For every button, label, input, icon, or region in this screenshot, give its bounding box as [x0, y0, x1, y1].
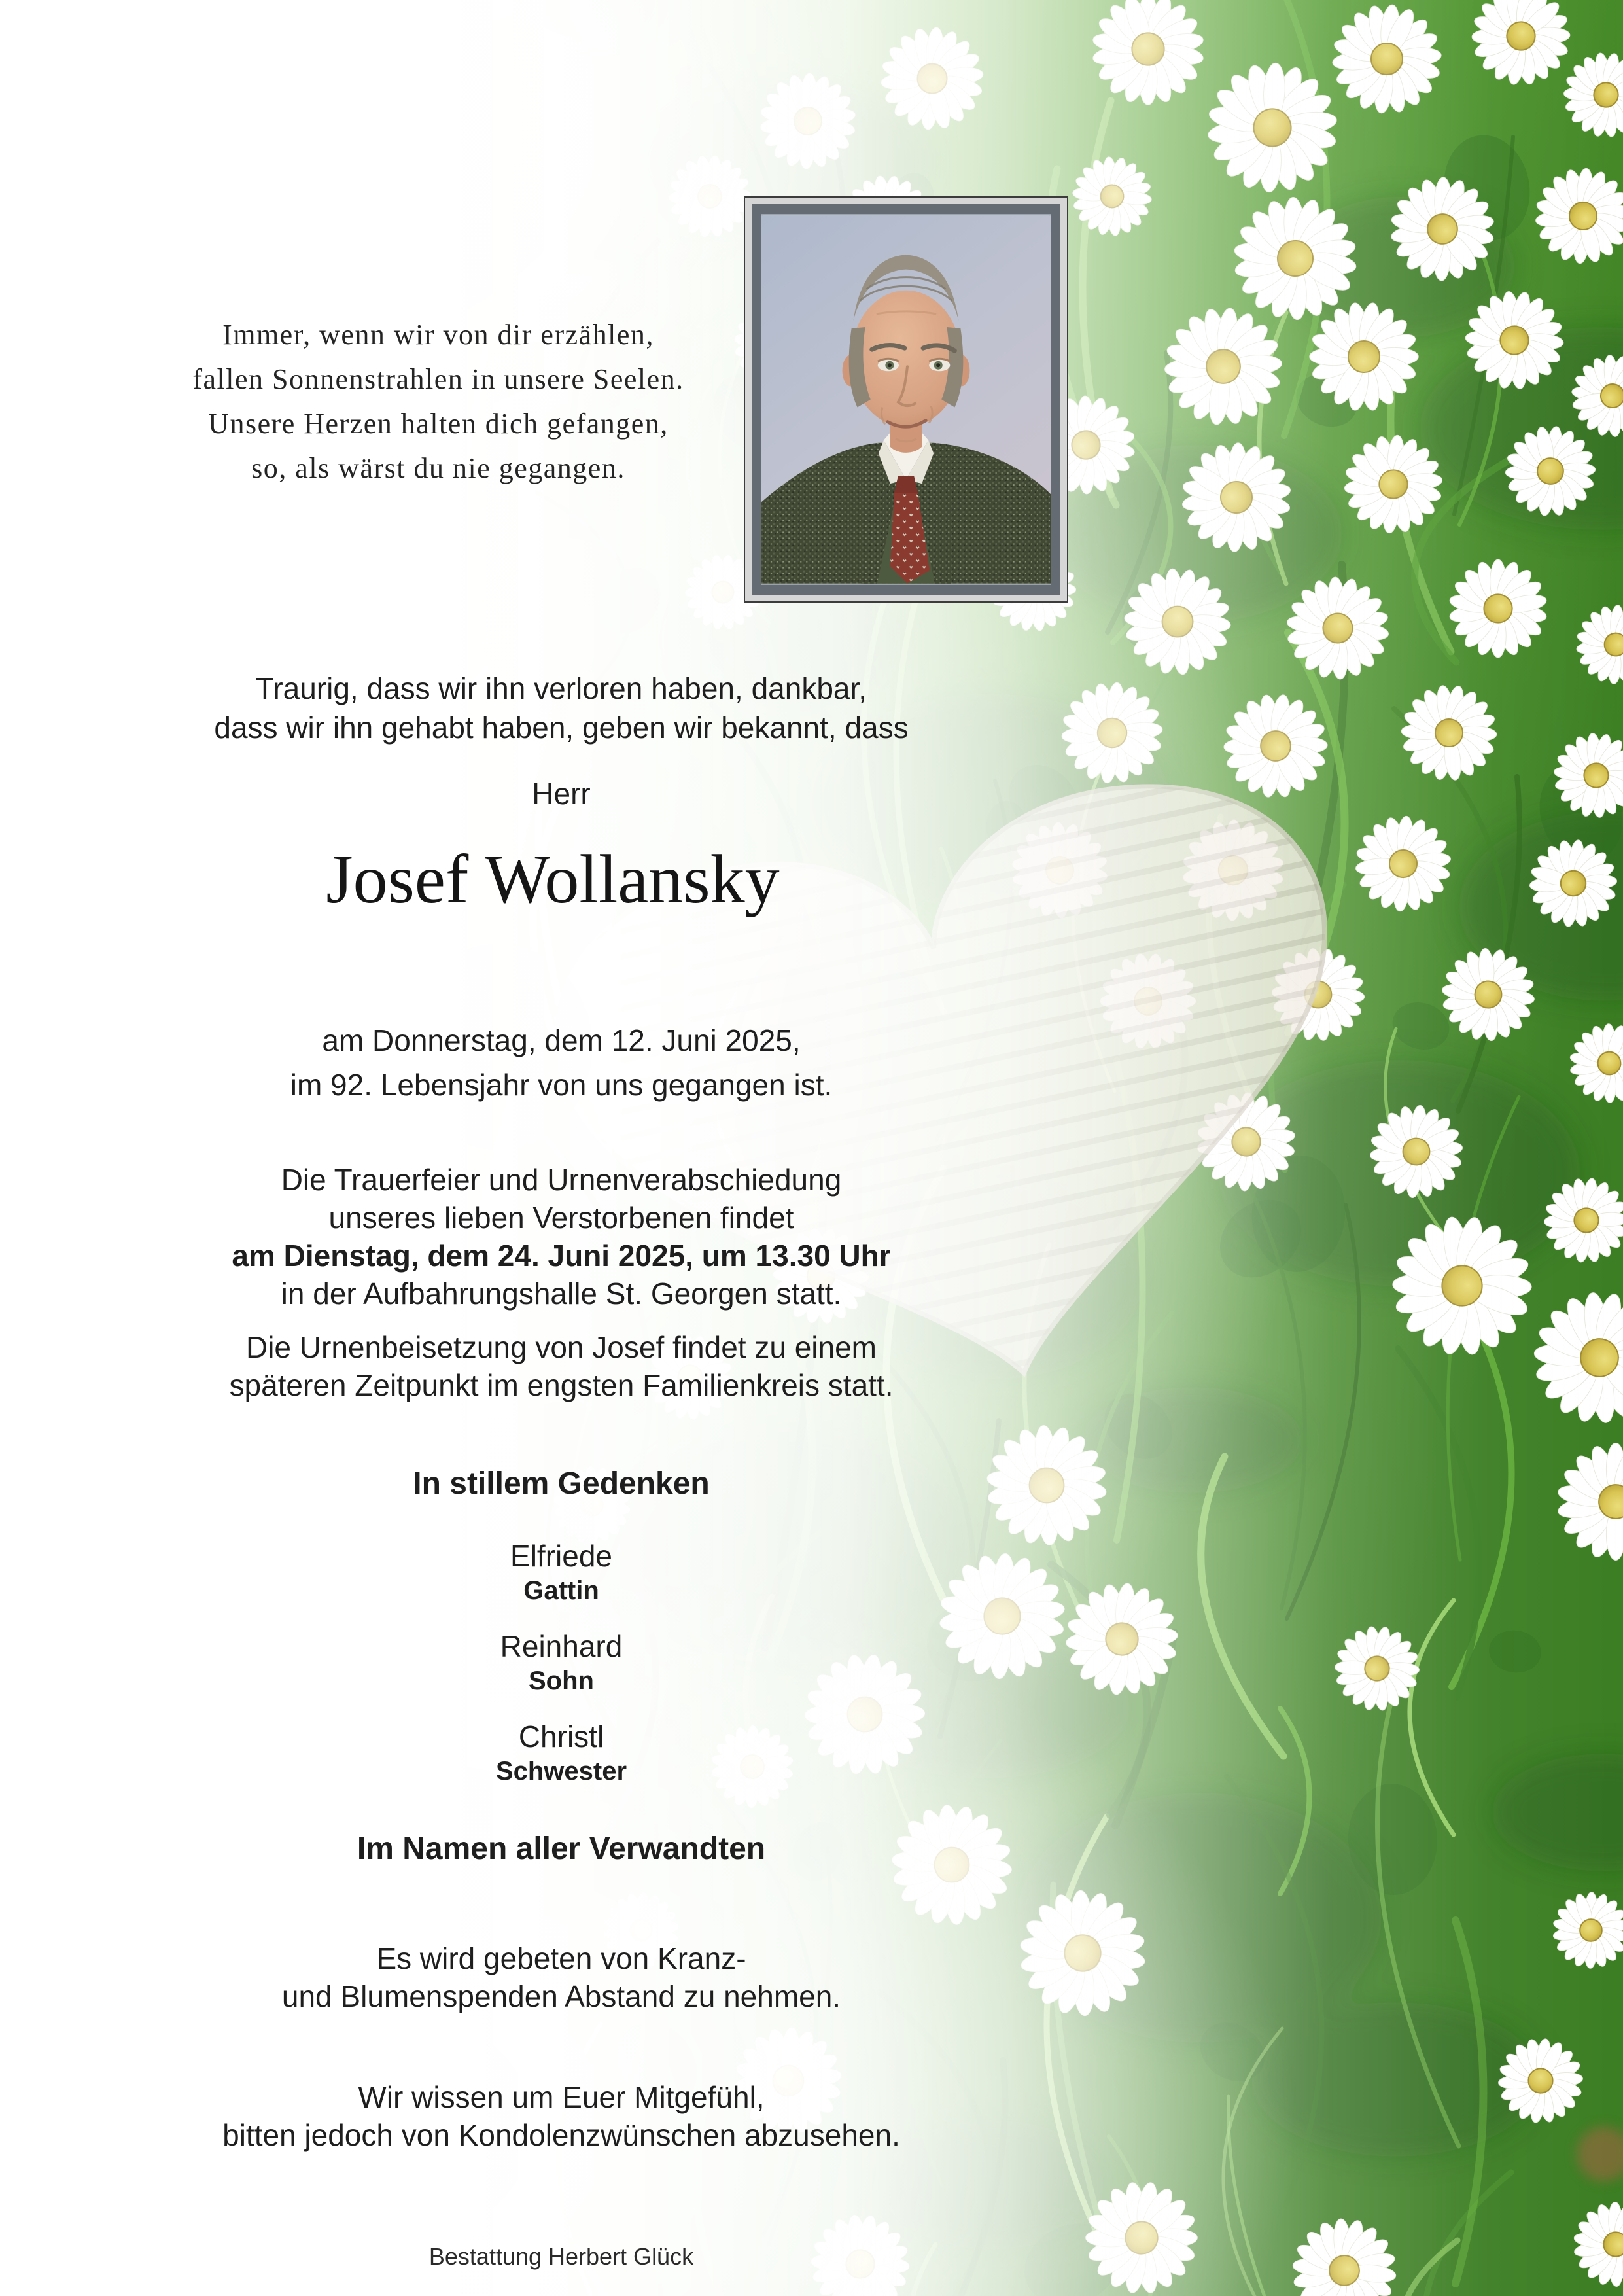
burial-line: Die Urnenbeisetzung von Josef findet zu einem: [245, 1330, 877, 1364]
mourner-name: Elfriede: [510, 1539, 612, 1573]
mourner-name: Reinhard: [500, 1629, 623, 1663]
passing-line: am Donnerstag, dem 12. Juni 2025,: [322, 1023, 801, 1057]
poem-line: so, als wärst du nie gegangen.: [251, 452, 625, 484]
deceased-name: Josef Wollansky: [326, 841, 780, 917]
flower-line: Es wird gebeten von Kranz-: [376, 1941, 746, 1975]
in-name-of-relatives: Im Namen aller Verwandten: [357, 1831, 766, 1866]
flower-donation-request: [5, 1939, 1117, 2015]
announcement-line: dass wir ihn gehabt haben, geben wir bekannt, dass: [214, 711, 909, 745]
poem-line: fallen Sonnenstrahlen in unsere Seelen.: [192, 363, 684, 395]
salutation: Herr: [532, 777, 591, 811]
mourner-entry: [5, 1628, 1117, 1697]
service-line: Die Trauerfeier und Urnenverabschiedung: [281, 1163, 842, 1197]
passing-line: im 92. Lebensjahr von uns gegangen ist.: [290, 1068, 833, 1102]
mourner-relation: Sohn: [529, 1667, 594, 1695]
announcement-text: [5, 669, 1117, 747]
burial-line: späteren Zeitpunkt im engsten Familienkreis statt.: [229, 1368, 894, 1402]
service-line: unseres lieben Verstorbenen findet: [328, 1201, 794, 1235]
service-details: [5, 1161, 1117, 1313]
condolence-note: [5, 2078, 1117, 2154]
announcement-line: Traurig, dass wir ihn verloren haben, dankbar,: [255, 671, 867, 705]
mourner-relation: Gattin: [523, 1576, 599, 1605]
condolence-line: bitten jedoch von Kondolenzwünschen abzusehen.: [222, 2118, 900, 2152]
mourner-entry: [5, 1538, 1117, 1607]
service-line: in der Aufbahrungshalle St. Georgen statt.: [281, 1277, 842, 1311]
mourner-entry: [5, 1718, 1117, 1788]
burial-details: [5, 1328, 1117, 1404]
mourner-relation: Schwester: [495, 1757, 627, 1786]
poem-line: Unsere Herzen halten dich gefangen,: [208, 408, 669, 440]
tie-knot: [894, 476, 918, 493]
flower-line: und Blumenspenden Abstand zu nehmen.: [281, 1979, 841, 2013]
service-datetime: am Dienstag, dem 24. Juni 2025, um 13.30 Uhr: [232, 1239, 891, 1273]
passing-date: [5, 1018, 1117, 1107]
remembrance-heading: In stillem Gedenken: [413, 1466, 710, 1501]
funeral-home-name: Bestattung Herbert Glück: [428, 2243, 694, 2270]
memorial-poem: [0, 313, 877, 491]
pupil-left: [888, 363, 892, 367]
poem-line: Immer, wenn wir von dir erzählen,: [222, 319, 654, 351]
pupil-right: [936, 363, 940, 367]
mourner-name: Christl: [518, 1720, 604, 1754]
condolence-line: Wir wissen um Euer Mitgefühl,: [358, 2080, 765, 2114]
